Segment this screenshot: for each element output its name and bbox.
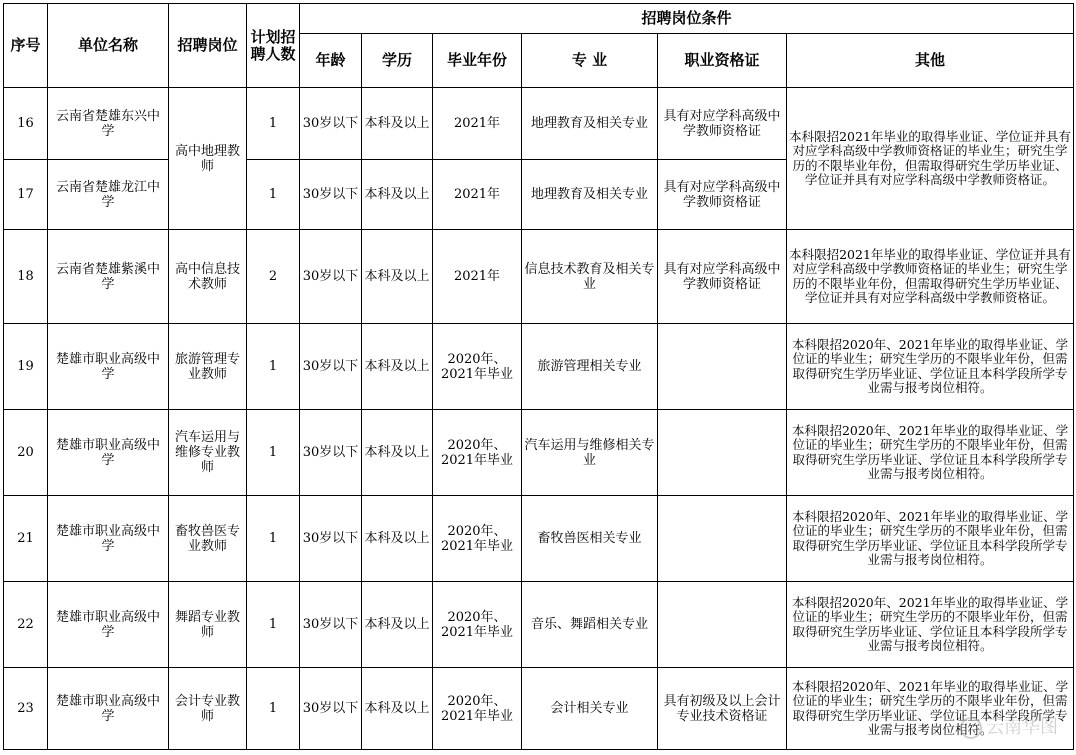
row-certificate (658, 582, 787, 668)
row-age: 30岁以下 (300, 668, 362, 750)
table-row (4, 324, 1074, 410)
row-education: 本科及以上 (362, 88, 433, 160)
row-unit: 云南省楚雄龙江中学 (48, 160, 169, 230)
row-other: 本科限招2020年、2021年毕业的取得毕业证、学位证的毕业生；研究生学历的不限毕业年份，但需取得研究生学历毕业证、学位证且本科学段所学专业需与报考岗位相符。 (787, 324, 1074, 410)
header-age: 年龄 (300, 34, 362, 88)
row-age: 30岁以下 (300, 496, 362, 582)
row-post: 汽车运用与维修专业教师 (169, 410, 247, 496)
header-certificate: 职业资格证 (658, 34, 787, 88)
row-other: 本科限招2020年、2021年毕业的取得毕业证、学位证的毕业生；研究生学历的不限毕业年份，但需取得研究生学历毕业证、学位证且本科学段所学专业需与报考岗位相符。 (787, 496, 1074, 582)
row-seq: 17 (4, 160, 48, 230)
row-grad-year: 2020年、2021年毕业 (433, 410, 522, 496)
row-grad-year: 2021年 (433, 230, 522, 324)
row-certificate (658, 410, 787, 496)
row-major: 信息技术教育及相关专业 (522, 230, 658, 324)
row-age: 30岁以下 (300, 324, 362, 410)
row-certificate: 具有对应学科高级中学教师资格证 (658, 230, 787, 324)
row-post: 会计专业教师 (169, 668, 247, 750)
header-other: 其他 (787, 34, 1074, 88)
row-grad-year: 2020年、2021年毕业 (433, 582, 522, 668)
row-post: 高中信息技术教师 (169, 230, 247, 324)
row-education: 本科及以上 (362, 496, 433, 582)
row-age: 30岁以下 (300, 410, 362, 496)
row-plan: 1 (247, 88, 300, 160)
row-grad-year: 2020年、2021年毕业 (433, 668, 522, 750)
row-post: 舞蹈专业教师 (169, 582, 247, 668)
row-unit: 楚雄市职业高级中学 (48, 410, 169, 496)
row-certificate: 具有初级及以上会计专业技术资格证 (658, 668, 787, 750)
row-unit: 楚雄市职业高级中学 (48, 582, 169, 668)
row-age: 30岁以下 (300, 160, 362, 230)
row-post: 旅游管理专业教师 (169, 324, 247, 410)
row-major: 汽车运用与维修相关专业 (522, 410, 658, 496)
row-seq: 16 (4, 88, 48, 160)
row-major: 旅游管理相关专业 (522, 324, 658, 410)
row-education: 本科及以上 (362, 582, 433, 668)
row-major: 音乐、舞蹈相关专业 (522, 582, 658, 668)
row-seq: 22 (4, 582, 48, 668)
row-education: 本科及以上 (362, 230, 433, 324)
header-plan: 计划招聘人数 (247, 4, 300, 88)
header-major: 专 业 (522, 34, 658, 88)
row-unit: 云南省楚雄紫溪中学 (48, 230, 169, 324)
row-grad-year: 2021年 (433, 88, 522, 160)
header-seq: 序号 (4, 4, 48, 88)
row-plan: 1 (247, 582, 300, 668)
row-unit: 云南省楚雄东兴中学 (48, 88, 169, 160)
watermark-text: 云南华图 (986, 717, 1058, 738)
row-unit: 楚雄市职业高级中学 (48, 668, 169, 750)
row-seq: 23 (4, 668, 48, 750)
row-grad-year: 2020年、2021年毕业 (433, 324, 522, 410)
row-plan: 1 (247, 160, 300, 230)
header-post: 招聘岗位 (169, 4, 247, 88)
row-major: 会计相关专业 (522, 668, 658, 750)
row-plan: 1 (247, 668, 300, 750)
row-major: 地理教育及相关专业 (522, 160, 658, 230)
row-other: 本科限招2020年、2021年毕业的取得毕业证、学位证的毕业生；研究生学历的不限毕业年份，但需取得研究生学历毕业证、学位证且本科学段所学专业需与报考岗位相符。 (787, 410, 1074, 496)
row-certificate (658, 496, 787, 582)
row-plan: 1 (247, 496, 300, 582)
row-other: 本科限招2021年毕业的取得毕业证、学位证并具有对应学科高级中学教师资格证的毕业生；研究生学历的不限毕业年份，但需取得研究生学历毕业证、学位证并具有对应学科高级中学教师资格证。 (787, 230, 1074, 324)
row-major: 畜牧兽医相关专业 (522, 496, 658, 582)
row-education: 本科及以上 (362, 324, 433, 410)
row-certificate (658, 324, 787, 410)
row-seq: 21 (4, 496, 48, 582)
row-grad-year: 2021年 (433, 160, 522, 230)
header-education: 学历 (362, 34, 433, 88)
row-plan: 2 (247, 230, 300, 324)
row-age: 30岁以下 (300, 582, 362, 668)
table-row (4, 582, 1074, 668)
row-major: 地理教育及相关专业 (522, 88, 658, 160)
row-other: 本科限招2020年、2021年毕业的取得毕业证、学位证的毕业生；研究生学历的不限毕业年份，但需取得研究生学历毕业证、学位证且本科学段所学专业需与报考岗位相符。 (787, 668, 1074, 750)
row-other: 本科限招2021年毕业的取得毕业证、学位证并具有对应学科高级中学教师资格证的毕业生；研究生学历的不限毕业年份，但需取得研究生学历毕业证、学位证并具有对应学科高级中学教师资格证。 (787, 88, 1074, 230)
row-seq: 18 (4, 230, 48, 324)
row-unit: 楚雄市职业高级中学 (48, 324, 169, 410)
row-plan: 1 (247, 410, 300, 496)
row-plan: 1 (247, 324, 300, 410)
row-age: 30岁以下 (300, 230, 362, 324)
row-education: 本科及以上 (362, 160, 433, 230)
row-seq: 20 (4, 410, 48, 496)
row-grad-year: 2020年、2021年毕业 (433, 496, 522, 582)
row-education: 本科及以上 (362, 668, 433, 750)
table-row (4, 668, 1074, 750)
row-certificate: 具有对应学科高级中学教师资格证 (658, 160, 787, 230)
row-post: 畜牧兽医专业教师 (169, 496, 247, 582)
table-row (4, 88, 1074, 160)
row-post: 高中地理教师 (169, 88, 247, 230)
row-age: 30岁以下 (300, 88, 362, 160)
table-row (4, 496, 1074, 582)
header-unit: 单位名称 (48, 4, 169, 88)
table-row (4, 410, 1074, 496)
recruitment-table (3, 3, 1074, 750)
row-education: 本科及以上 (362, 410, 433, 496)
row-other: 本科限招2020年、2021年毕业的取得毕业证、学位证的毕业生；研究生学历的不限毕业年份，但需取得研究生学历毕业证、学位证且本科学段所学专业需与报考岗位相符。 (787, 582, 1074, 668)
row-seq: 19 (4, 324, 48, 410)
row-certificate: 具有对应学科高级中学教师资格证 (658, 88, 787, 160)
row-unit: 楚雄市职业高级中学 (48, 496, 169, 582)
table-row (4, 230, 1074, 324)
header-conditions: 招聘岗位条件 (300, 4, 1074, 34)
header-grad-year: 毕业年份 (433, 34, 522, 88)
